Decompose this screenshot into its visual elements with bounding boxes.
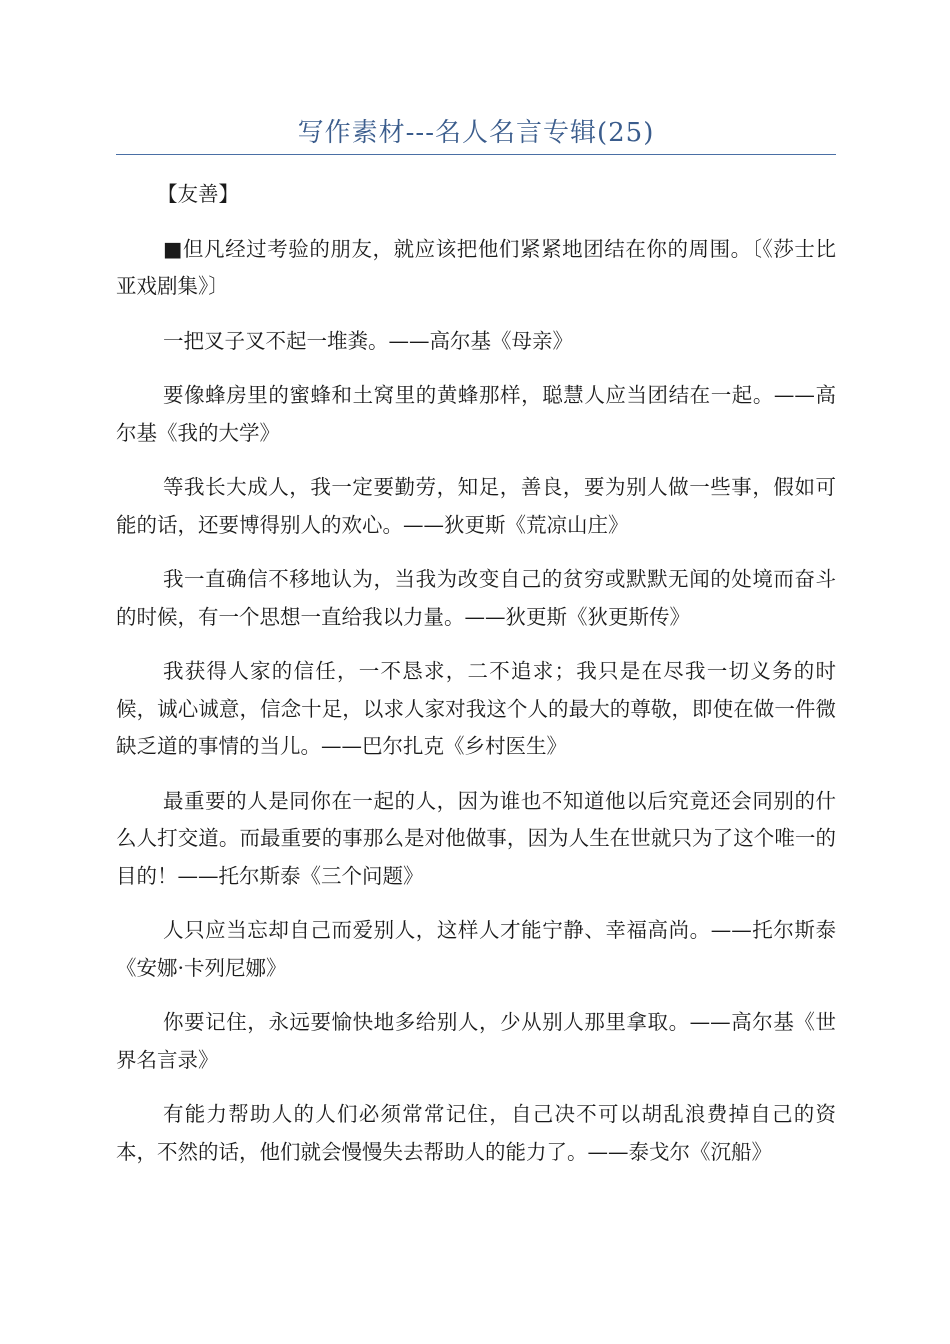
section-heading: 【友善】 (157, 182, 239, 206)
quote-paragraph: 要像蜂房里的蜜蜂和土窝里的黄蜂那样，聪慧人应当团结在一起。——高尔基《我的大学》 (116, 383, 836, 445)
title-underline (116, 154, 836, 155)
quote-paragraph: 最重要的人是同你在一起的人，因为谁也不知道他以后究竟还会同别的什么人打交道。而最重要的事那么是对他做事，因为人生在世就只为了这个唯一的目的！——托尔斯泰《三个问题》 (116, 788, 836, 888)
quote-paragraph: 有能力帮助人的人们必须常常记住，自己决不可以胡乱浪费掉自己的资本，不然的话，他们就会慢慢失去帮助人的能力了。——泰戈尔《沉船》 (116, 1102, 836, 1164)
quote-paragraph: 等我长大成人，我一定要勤劳，知足，善良，要为别人做一些事，假如可能的话，还要博得别人的欢心。——狄更斯《荒凉山庄》 (116, 475, 836, 537)
document-body (116, 176, 836, 1188)
quote-paragraph: 人只应当忘却自己而爱别人，这样人才能宁静、幸福高尚。——托尔斯泰《安娜·卡列尼娜》 (116, 918, 836, 980)
quote-paragraph: 你要记住，永远要愉快地多给别人，少从别人那里拿取。——高尔基《世界名言录》 (116, 1010, 836, 1072)
quote-paragraph: 一把叉子叉不起一堆粪。——高尔基《母亲》 (163, 328, 573, 353)
quote-paragraph: 我获得人家的信任，一不恳求，二不追求；我只是在尽我一切义务的时候，诚心诚意，信念十足，以求人家对我这个人的最大的尊敬，即使在做一件微缺乏道的事情的当儿。——巴尔扎克《乡村医生》 (116, 659, 836, 758)
quote-paragraph: 我一直确信不移地认为，当我为改变自己的贫穷或默默无闻的处境而奋斗的时候，有一个思想一直给我以力量。——狄更斯《狄更斯传》 (116, 567, 836, 629)
document-title: 写作素材---名人名言专辑(25) (297, 118, 655, 148)
quote-paragraph: ■但凡经过考验的朋友，就应该把他们紧紧地团结在你的周围。〔《莎士比亚戏剧集》〕 (116, 236, 836, 298)
